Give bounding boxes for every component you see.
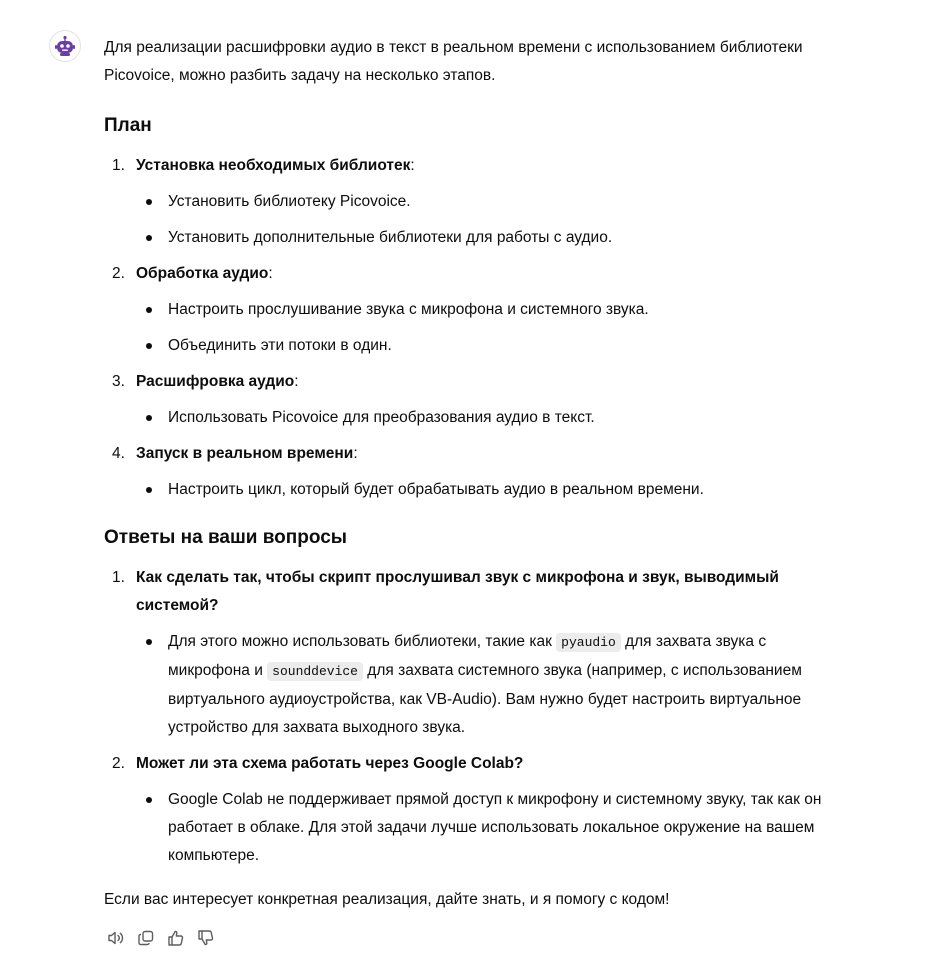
- answers-section: [104, 524, 824, 870]
- plan-item-title: Запуск в реальном времени: [136, 445, 354, 462]
- plan-item-title: Расшифровка аудио: [136, 373, 295, 390]
- answer-item: Для этого можно использовать библиотеки, такие как pyaudio для захвата звука с микрофона и sounddevice для захвата системного звука (например, с использованием виртуального аудиоустройства, как VB-Audio). Вам нужно будет настроить виртуальное устройство для захвата выходного звука.: [136, 628, 824, 742]
- list-number: 3.: [112, 373, 125, 390]
- answers-list: [104, 564, 824, 870]
- intro-paragraph: Для реализации расшифровки аудио в текст в реальном времени с использованием библиотеки Picovoice, можно разбить задачу на несколько этапов.: [104, 39, 803, 84]
- list-item: Объединить эти потоки в один.: [136, 332, 824, 360]
- copy-button[interactable]: [136, 927, 156, 949]
- plan-item: 4. Запуск в реальном времени: Настроить цикл, который будет обрабатывать аудио в реальном времени.: [104, 440, 824, 504]
- read-aloud-button[interactable]: [106, 927, 126, 949]
- question-item: [104, 750, 824, 870]
- assistant-message: [104, 34, 824, 914]
- plan-item-title: Обработка аудио: [136, 265, 269, 282]
- plan-item: 1. Установка необходимых библиотек: Установить библиотеку Picovoice. Установить дополнительные библиотеки для работы с аудио.: [104, 152, 824, 252]
- message-actions: [106, 927, 216, 949]
- thumbs-down-icon: [197, 929, 215, 947]
- list-item: Установить библиотеку Picovoice.: [136, 188, 824, 216]
- plan-list: [104, 152, 824, 504]
- inline-code: pyaudio: [556, 633, 621, 652]
- list-number: 4.: [112, 445, 125, 462]
- assistant-avatar: [49, 30, 81, 62]
- question-text: Как сделать так, чтобы скрипт прослушивал звук с микрофона и звук, выводимый системой?: [136, 569, 779, 614]
- robot-face-icon: [54, 35, 76, 57]
- plan-item: 3. Расшифровка аудио: Использовать Picovoice для преобразования аудио в текст.: [104, 368, 824, 432]
- list-item: Использовать Picovoice для преобразования аудио в текст.: [136, 404, 824, 432]
- answers-heading: Ответы на ваши вопросы: [104, 527, 348, 548]
- question-item: [104, 564, 824, 742]
- plan-section: [104, 112, 824, 504]
- question-text: Может ли эта схема работать через Google Colab?: [136, 755, 524, 772]
- copy-icon: [137, 929, 155, 947]
- list-item: Настроить цикл, который будет обрабатывать аудио в реальном времени.: [136, 476, 824, 504]
- thumbs-up-icon: [167, 929, 185, 947]
- closing-paragraph: Если вас интересует конкретная реализация, дайте знать, и я помогу с кодом!: [104, 891, 670, 908]
- thumbs-up-button[interactable]: [166, 927, 186, 949]
- list-number: 2.: [112, 265, 125, 282]
- plan-heading: План: [104, 115, 152, 136]
- list-number: 2.: [112, 755, 125, 772]
- plan-item: 2. Обработка аудио: Настроить прослушивание звука с микрофона и системного звука. Объединить эти потоки в один.: [104, 260, 824, 360]
- answer-item: Google Colab не поддерживает прямой доступ к микрофону и системному звуку, так как он работает в облаке. Для этой задачи лучше использовать локальное окружение на вашем компьютере.: [136, 786, 824, 870]
- list-item: Установить дополнительные библиотеки для работы с аудио.: [136, 224, 824, 252]
- read-aloud-icon: [107, 929, 125, 947]
- list-number: 1.: [112, 157, 125, 174]
- list-item: Настроить прослушивание звука с микрофона и системного звука.: [136, 296, 824, 324]
- plan-item-title: Установка необходимых библиотек: [136, 157, 411, 174]
- thumbs-down-button[interactable]: [196, 927, 216, 949]
- list-number: 1.: [112, 569, 125, 586]
- inline-code: sounddevice: [267, 662, 363, 681]
